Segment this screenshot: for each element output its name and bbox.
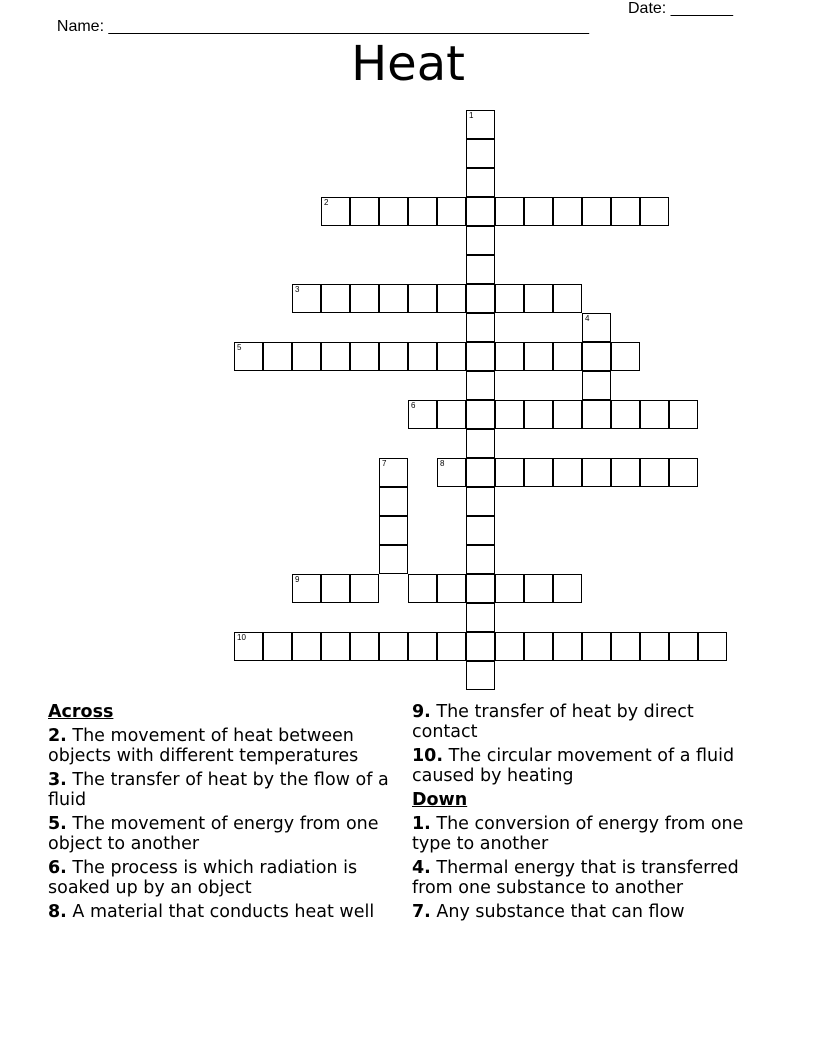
grid-cell[interactable] — [524, 197, 553, 226]
grid-cell[interactable] — [379, 487, 408, 516]
grid-cell[interactable] — [582, 371, 611, 400]
grid-cell[interactable] — [437, 574, 466, 603]
grid-cell[interactable] — [466, 139, 495, 168]
clue-text: The transfer of heat by the flow of a fluid — [48, 770, 389, 810]
clue-text: The process is which radiation is soaked up by an object — [48, 858, 358, 898]
grid-cell[interactable] — [466, 487, 495, 516]
clue-number: 7. — [412, 902, 431, 922]
grid-cell[interactable] — [379, 632, 408, 661]
grid-cell[interactable] — [234, 342, 263, 371]
clue-across-8 — [48, 902, 398, 922]
cell-number: 7 — [382, 459, 387, 468]
grid-cell[interactable] — [408, 284, 437, 313]
grid-cell[interactable] — [495, 284, 524, 313]
grid-cell[interactable] — [524, 632, 553, 661]
grid-cell[interactable] — [466, 632, 495, 661]
clue-number: 8. — [48, 902, 67, 922]
grid-cell[interactable] — [524, 284, 553, 313]
grid-cell[interactable] — [553, 342, 582, 371]
clue-text: The movement of energy from one object to another — [48, 814, 379, 854]
grid-cell[interactable] — [263, 632, 292, 661]
grid-cell[interactable] — [292, 284, 321, 313]
clue-across-2 — [48, 726, 398, 766]
grid-cell[interactable] — [669, 400, 698, 429]
grid-cell[interactable] — [524, 400, 553, 429]
grid-cell[interactable] — [408, 632, 437, 661]
clue-number: 6. — [48, 858, 67, 878]
grid-cell[interactable] — [611, 197, 640, 226]
clue-across-6 — [48, 858, 398, 898]
clue-number: 5. — [48, 814, 67, 834]
grid-cell[interactable] — [669, 458, 698, 487]
grid-cell[interactable] — [321, 284, 350, 313]
cell-number: 6 — [411, 401, 416, 410]
clue-number: 1. — [412, 814, 431, 834]
clue-text: A material that conducts heat well — [72, 902, 375, 922]
grid-cell[interactable] — [379, 458, 408, 487]
grid-cell[interactable] — [466, 197, 495, 226]
across-heading: Across — [48, 702, 114, 722]
clue-down-4 — [412, 858, 762, 898]
grid-cell[interactable] — [379, 516, 408, 545]
grid-cell[interactable] — [466, 400, 495, 429]
cell-number: 3 — [295, 285, 300, 294]
grid-cell[interactable] — [466, 168, 495, 197]
grid-cell[interactable] — [698, 632, 727, 661]
clue-text: The circular movement of a fluid caused by heating — [412, 746, 735, 786]
grid-cell[interactable] — [495, 197, 524, 226]
grid-cell[interactable] — [640, 632, 669, 661]
grid-cell[interactable] — [379, 342, 408, 371]
clue-across-5 — [48, 814, 398, 854]
grid-cell[interactable] — [640, 400, 669, 429]
down-heading: Down — [412, 790, 468, 810]
grid-cell[interactable] — [437, 284, 466, 313]
grid-cell[interactable] — [466, 342, 495, 371]
grid-cell[interactable] — [292, 632, 321, 661]
grid-cell[interactable] — [611, 400, 640, 429]
grid-cell[interactable] — [611, 632, 640, 661]
grid-cell[interactable] — [466, 313, 495, 342]
grid-cell[interactable] — [437, 197, 466, 226]
clues-right-column — [412, 702, 762, 926]
clue-number: 2. — [48, 726, 67, 746]
grid-cell[interactable] — [524, 574, 553, 603]
grid-cell[interactable] — [466, 516, 495, 545]
grid-cell[interactable] — [553, 197, 582, 226]
clue-number: 9. — [412, 702, 431, 722]
cell-number: 2 — [324, 198, 329, 207]
grid-cell[interactable] — [379, 284, 408, 313]
grid-cell[interactable] — [466, 110, 495, 139]
clue-down-1 — [412, 814, 762, 854]
grid-cell[interactable] — [524, 342, 553, 371]
grid-cell[interactable] — [582, 197, 611, 226]
name-field-label[interactable]: Name: ______________________________________________________ — [56, 18, 589, 35]
grid-cell[interactable] — [582, 313, 611, 342]
grid-cell[interactable] — [408, 400, 437, 429]
grid-cell[interactable] — [495, 458, 524, 487]
grid-cell[interactable] — [437, 458, 466, 487]
grid-cell[interactable] — [350, 284, 379, 313]
grid-cell[interactable] — [408, 574, 437, 603]
clue-down-7 — [412, 902, 762, 922]
clue-number: 3. — [48, 770, 67, 790]
grid-cell[interactable] — [321, 632, 350, 661]
grid-cell[interactable] — [640, 458, 669, 487]
grid-cell[interactable] — [379, 545, 408, 574]
date-field-label[interactable]: Date: _______ — [628, 0, 733, 17]
grid-cell[interactable] — [582, 632, 611, 661]
grid-cell[interactable] — [582, 400, 611, 429]
grid-cell[interactable] — [408, 197, 437, 226]
cell-number: 9 — [295, 575, 300, 584]
grid-cell[interactable] — [321, 197, 350, 226]
grid-cell[interactable] — [292, 574, 321, 603]
grid-cell[interactable] — [321, 574, 350, 603]
clue-text: The transfer of heat by direct contact — [412, 702, 694, 742]
grid-cell[interactable] — [524, 458, 553, 487]
cell-number: 8 — [440, 459, 445, 468]
clue-number: 10. — [412, 746, 444, 766]
grid-cell[interactable] — [495, 342, 524, 371]
grid-cell[interactable] — [553, 400, 582, 429]
grid-cell[interactable] — [553, 632, 582, 661]
grid-cell[interactable] — [466, 284, 495, 313]
grid-cell[interactable] — [495, 574, 524, 603]
clue-text: Thermal energy that is transferred from one substance to another — [412, 858, 739, 898]
clue-across-9 — [412, 702, 762, 742]
grid-cell[interactable] — [466, 226, 495, 255]
grid-cell[interactable] — [466, 545, 495, 574]
grid-cell[interactable] — [466, 603, 495, 632]
grid-cell[interactable] — [495, 632, 524, 661]
grid-cell[interactable] — [466, 255, 495, 284]
grid-cell[interactable] — [350, 197, 379, 226]
grid-cell[interactable] — [466, 371, 495, 400]
grid-cell[interactable] — [292, 342, 321, 371]
clue-across-3 — [48, 770, 398, 810]
puzzle-title: Heat — [351, 36, 465, 92]
grid-cell[interactable] — [466, 574, 495, 603]
grid-cell[interactable] — [408, 342, 437, 371]
grid-cell[interactable] — [553, 574, 582, 603]
grid-cell[interactable] — [669, 632, 698, 661]
clue-text: The movement of heat between objects with different temperatures — [48, 726, 359, 766]
grid-cell[interactable] — [350, 574, 379, 603]
clues-left-column — [48, 702, 398, 926]
grid-cell[interactable] — [466, 458, 495, 487]
clue-across-10 — [412, 746, 762, 786]
grid-cell[interactable] — [263, 342, 292, 371]
cell-number: 10 — [237, 633, 246, 642]
grid-cell[interactable] — [350, 632, 379, 661]
grid-cell[interactable] — [437, 342, 466, 371]
grid-cell[interactable] — [553, 458, 582, 487]
clue-text: Any substance that can flow — [436, 902, 685, 922]
grid-cell[interactable] — [234, 632, 263, 661]
grid-cell[interactable] — [350, 342, 379, 371]
clue-number: 4. — [412, 858, 431, 878]
grid-cell[interactable] — [582, 342, 611, 371]
grid-cell[interactable] — [437, 632, 466, 661]
cell-number: 1 — [469, 111, 474, 120]
grid-cell[interactable] — [379, 197, 408, 226]
grid-cell[interactable] — [582, 458, 611, 487]
grid-cell[interactable] — [466, 429, 495, 458]
grid-cell[interactable] — [321, 342, 350, 371]
cell-number: 5 — [237, 343, 242, 352]
grid-cell[interactable] — [466, 661, 495, 690]
grid-cell[interactable] — [611, 342, 640, 371]
grid-cell[interactable] — [611, 458, 640, 487]
grid-cell[interactable] — [553, 284, 582, 313]
grid-cell[interactable] — [640, 197, 669, 226]
clue-text: The conversion of energy from one type to another — [412, 814, 744, 854]
grid-cell[interactable] — [437, 400, 466, 429]
cell-number: 4 — [585, 314, 590, 323]
grid-cell[interactable] — [495, 400, 524, 429]
